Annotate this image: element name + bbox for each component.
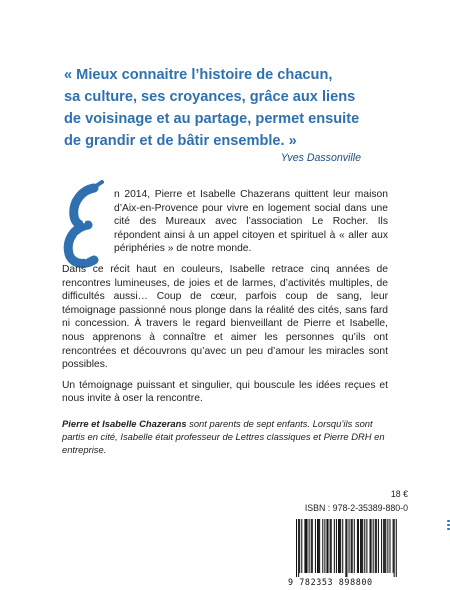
- quote-attribution: Yves Dassonville: [280, 152, 361, 164]
- author-names: Pierre et Isabelle Chazerans: [62, 418, 187, 429]
- quote-line-2: sa culture, ses croyances, grâce aux liens: [64, 89, 356, 105]
- quote-line-4: de grandir et de bâtir ensemble. »: [64, 133, 297, 149]
- quote-line-3: de voisinage et au partage, permet ensuite: [64, 111, 360, 127]
- barcode: [288, 517, 406, 589]
- quote-line-1: « Mieux connaitre l’histoire de chacun,: [64, 67, 333, 83]
- author-bio: [62, 417, 388, 456]
- isbn-label: ISBN : 978-2-35389-880-0: [304, 503, 408, 513]
- barcode-bars-icon: [296, 519, 400, 577]
- barcode-digits: 9 782353 898800: [288, 577, 373, 587]
- author-bio-text: sont parents de sept enfants. Lorsqu’ils sont partis en cité, Isabelle était professeur de Lettres classiques et Pierre DRH en entreprise.: [62, 418, 385, 455]
- paragraph-story: Dans ce récit haut en couleurs, Isabelle retrace cinq années de rencontres lumineuses, de joies et de larmes, d’activités multiples, de difficultés aussi… Coup de cœur, parfois coup de sang, leur témoignage passionné nous plonge dans la réalité des cités, sans fard ni concession. À travers le regard bienveillant de Pierre et Isabelle, nous apprenons à connaître et aimer les personnes qu’ils ont rencontrées et découvrons qu’avec un peu d’amour les miracles sont possibles.: [62, 263, 388, 371]
- price-label: 18 €: [390, 489, 408, 499]
- paragraph-closing: Un témoignage puissant et singulier, qui bouscule les idées reçues et nous invite à oser la rencontre.: [62, 379, 388, 405]
- edge-publisher-mark-icon: [438, 520, 450, 534]
- back-cover-text: [62, 188, 388, 413]
- paragraph-intro: n 2014, Pierre et Isabelle Chazerans quittent leur maison d’Aix-en-Provence pour vivre en logement social dans une cité des Mureaux avec l’association Le Rocher. Ils répondent ainsi à un appel citoyen et spirituel à « aller aux périphéries » de notre monde.: [114, 189, 388, 255]
- pull-quote: [64, 64, 364, 152]
